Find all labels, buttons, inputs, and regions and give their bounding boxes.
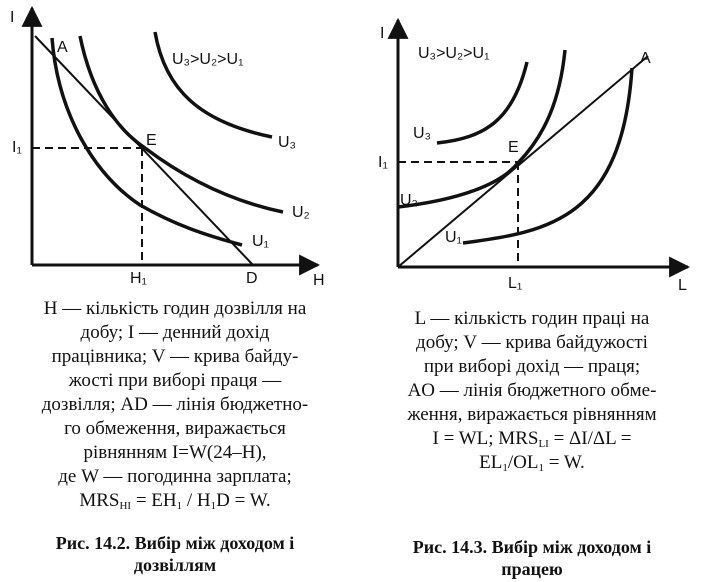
left-point-D: D	[246, 270, 258, 287]
left-desc-line: де W — погодинна зарплата;	[58, 466, 292, 487]
left-ordering-label: U₃>U₂>U₁	[172, 51, 244, 68]
figure-right-graph	[378, 20, 688, 294]
right-tick-L1: L₁	[508, 275, 523, 292]
right-figure-title	[362, 536, 702, 580]
left-point-E: E	[146, 132, 157, 149]
right-desc-line: при виборі дохід — праця;	[423, 356, 641, 377]
left-tick-I1: I₁	[12, 139, 22, 156]
left-desc-line: рівнянням I=W(24–H),	[83, 442, 267, 463]
right-point-A: A	[640, 50, 651, 67]
right-curve-U1	[463, 68, 632, 243]
right-axis-y-label: I	[380, 25, 385, 42]
right-label-U3: U₃	[413, 125, 432, 142]
right-desc-line: ження, виражається рівнянням	[407, 404, 657, 425]
left-desc-line: дозвілля; AD — лінія бюджетно-	[41, 394, 309, 415]
figure-left-graph	[10, 8, 325, 289]
left-formula: $MRS_{HI} = EH_1 / H_1D = W$.	[79, 490, 271, 512]
right-label-U2: U₂	[400, 192, 418, 209]
right-description	[362, 307, 702, 475]
left-description	[0, 297, 350, 513]
left-label-U2: U₂	[292, 204, 310, 221]
right-formula-2: $EL_1/OL_1 = W$.	[479, 452, 585, 474]
left-label-U1: U₁	[252, 233, 269, 250]
left-figure-title	[0, 532, 350, 576]
right-tick-I1: I₁	[378, 154, 388, 171]
left-point-A: A	[57, 39, 68, 56]
left-title-line1: Рис. 14.2. Вибір між доходом і	[55, 533, 295, 553]
left-desc-line: H — кількість годин дозвілля на	[43, 298, 307, 319]
left-axis-x-label: H	[313, 272, 325, 289]
right-label-U1: U₁	[445, 229, 462, 246]
left-curve-U3	[155, 32, 272, 137]
left-desc-line: працівника; V — крива байду-	[51, 346, 299, 367]
right-title-line1: Рис. 14.3. Вибір між доходом і	[412, 537, 652, 557]
left-tick-H1: H₁	[130, 270, 147, 287]
right-point-E: E	[508, 139, 519, 156]
right-formula-1: I = WL; $MRS_{LI} = \Delta I/\Delta L$ =	[432, 428, 632, 450]
left-label-U3: U₃	[278, 134, 297, 151]
right-axis-x-label: L	[678, 277, 687, 294]
right-ordering-label: U₃>U₂>U₁	[418, 45, 490, 62]
left-axis-y-label: I	[10, 9, 15, 26]
left-desc-line: добу; I — денний дохід	[80, 322, 270, 343]
left-desc-line: жості при виборі праця —	[68, 370, 282, 391]
left-title-line2: дозвіллям	[133, 555, 217, 575]
right-title-line2: працею	[501, 559, 563, 579]
right-desc-line: AO — лінія бюджетного обме-	[407, 380, 657, 401]
left-budget-line-AD	[35, 36, 253, 265]
right-desc-line: L — кількість годин праці на	[414, 308, 650, 329]
left-desc-line: го обмеження, виражається	[64, 418, 286, 439]
right-desc-line: добу; V — крива байдужості	[416, 332, 648, 353]
right-curve-U3	[437, 62, 527, 143]
